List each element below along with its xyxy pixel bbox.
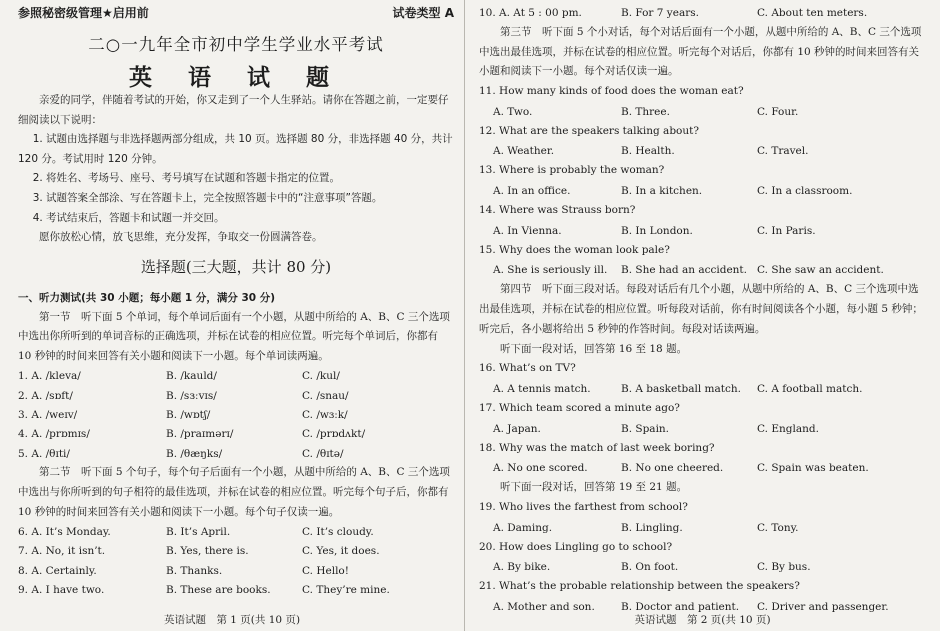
options-13 xyxy=(479,181,926,201)
option-c: C. Four. xyxy=(757,105,799,118)
header-line xyxy=(18,3,454,21)
question-15: 15. Why does the woman look pale? xyxy=(479,243,670,256)
sentence-questions xyxy=(18,522,454,600)
option-b: B. Thanks. xyxy=(166,564,223,577)
question-11: 11. How many kinds of food does the woman eat? xyxy=(479,85,744,98)
confidentiality-label: 参照秘密级管理★启用前 xyxy=(18,5,149,20)
options-11 xyxy=(479,102,926,122)
option-b: B. A basketball match. xyxy=(621,383,741,396)
dialogue-1-intro: 听下面一段对话，回答第 16 至 18 题。 xyxy=(500,342,688,355)
option-b: B. /θæŋks/ xyxy=(166,447,223,460)
question-row-4 xyxy=(18,425,454,444)
option-c: C. Tony. xyxy=(757,521,799,534)
option-c: C. /wɜːk/ xyxy=(302,409,348,421)
question-row-3 xyxy=(18,405,454,424)
question-row-8 xyxy=(18,561,454,580)
option-c: C. It’s cloudy. xyxy=(302,525,374,538)
option-c: C. About ten meters. xyxy=(757,6,868,19)
option-b: B. Yes, there is. xyxy=(166,545,249,558)
option-c: C. In a classroom. xyxy=(757,185,853,198)
question-13: 13. Where is probably the woman? xyxy=(479,164,665,177)
option-c: C. England. xyxy=(757,422,819,435)
option-c: C. Spain was beaten. xyxy=(757,462,869,475)
long-dialogue-2-questions xyxy=(479,498,926,617)
option-b: B. No one cheered. xyxy=(621,462,724,475)
options-14 xyxy=(479,221,926,241)
option-b: B. /kauld/ xyxy=(166,370,217,383)
option-b: B. She had an accident. xyxy=(621,264,747,277)
options-20 xyxy=(479,557,926,577)
section-1-part-4-instructions: 第四节 听下面三段对话。每段对话后有几个小题，从题中所给的 A、B、C 三个选项中选出最佳选项，并标在试卷的相应位置。听每段对话前，你有时间阅读各个小题，每小题 5 秒钟；听完后，各小题将给出 5 秒钟的作答时间。每段对话读两遍。 xyxy=(479,283,923,335)
instruction-3: 3. 试题答案全部涂、写在答题卡上，完全按照答题卡中的“注意事项”答题。 xyxy=(32,191,383,204)
question-18: 18. Why was the match of last week boring? xyxy=(479,441,715,454)
section-1-part-3-instructions: 第三节 听下面 5 个小对话，每个对话后面有一个小题，从题中所给的 A、B、C 三个选项中选出最佳选项，并标在试卷的相应位置。听完每个对话后，你都有 10 秒钟的时间来回答有关小题和阅读下一小题。每个对话仅读一遍。 xyxy=(479,25,922,78)
option-a: A. By bike. xyxy=(493,561,551,574)
option-a: 8. A. Certainly. xyxy=(18,564,97,577)
option-b: B. Health. xyxy=(621,145,675,158)
question-12: 12. What are the speakers talking about? xyxy=(479,124,699,137)
option-a: 5. A. /θɪti/ xyxy=(18,447,70,460)
question-row-7 xyxy=(18,542,454,561)
options-12 xyxy=(479,142,926,162)
option-b: B. /praɪmərɪ/ xyxy=(166,428,234,441)
options-15 xyxy=(479,260,926,280)
option-b: B. /sзːvɪs/ xyxy=(166,389,217,402)
page-2 xyxy=(465,0,940,631)
option-b: B. These are books. xyxy=(166,584,271,597)
option-a: A. Mother and son. xyxy=(493,600,595,613)
option-a: 6. A. It’s Monday. xyxy=(18,525,111,538)
section-1-part-1-instructions: 第一节 听下面 5 个单词，每个单词后面有一个小题，从题中所给的 A、B、C 三个选项中选出你所听到的单词音标的正确选项，并标在试卷的相应位置。听完每个单词后，你都有 10 秒钟的时间来回答有关小题和阅读下一小题。每个单词读两遍。 xyxy=(18,310,450,362)
instruction-4: 4. 考试结束后，答题卡和试题一并交回。 xyxy=(32,211,225,224)
option-a: A. In an office. xyxy=(493,185,571,198)
question-17: 17. Which team scored a minute ago? xyxy=(479,401,680,414)
section-1-title: 一、听力测试(共 30 小题；每小题 1 分，满分 30 分) xyxy=(18,291,276,304)
question-row-1 xyxy=(18,367,454,386)
question-14: 14. Where was Strauss born? xyxy=(479,203,636,216)
option-b: B. In London. xyxy=(621,224,693,237)
option-a: A. No one scored. xyxy=(493,462,588,475)
option-b: B. For 7 years. xyxy=(621,6,699,19)
option-a: A. She is seriously ill. xyxy=(493,264,608,277)
option-c: C. Yes, it does. xyxy=(302,545,380,558)
options-17 xyxy=(479,419,926,439)
part-title: 选择题(三大题，共计 80 分) xyxy=(140,257,332,276)
question-16: 16. What’s on TV? xyxy=(479,362,576,375)
option-c: C. They’re mine. xyxy=(302,584,390,597)
instruction-1-cont: 120 分。考试用时 120 分钟。 xyxy=(18,152,163,165)
option-a: 7. A. No, it isn’t. xyxy=(18,545,106,558)
closing-text: 愿你放松心情，放飞思维，充分发挥，争取交一份圆满答卷。 xyxy=(39,231,323,244)
question-row-9 xyxy=(18,580,454,599)
phonetics-questions xyxy=(18,367,454,464)
paper-type-label: 试卷类型 A xyxy=(392,5,454,20)
option-c: C. A football match. xyxy=(757,383,863,396)
options-16 xyxy=(479,379,926,399)
long-dialogue-1-questions xyxy=(479,359,926,478)
instruction-1: 1. 试题由选择题与非选择题两部分组成，共 10 页。选择题 80 分，非选择题 40 分，共计 xyxy=(32,133,453,146)
page-footer: 英语试题 第 1 页(共 10 页) xyxy=(163,614,301,626)
question-20: 20. How does Lingling go to school? xyxy=(479,540,673,553)
option-c: C. By bus. xyxy=(757,561,811,574)
option-c: C. Hello! xyxy=(302,564,349,577)
question-row-6 xyxy=(18,522,454,541)
question-19: 19. Who lives the farthest from school? xyxy=(479,500,688,513)
dialogue-2-intro: 听下面一段对话，回答第 19 至 21 题。 xyxy=(500,481,688,494)
page-1 xyxy=(0,0,465,631)
option-c: C. /snau/ xyxy=(302,389,349,402)
option-c: C. She saw an accident. xyxy=(757,264,884,277)
option-c: C. Travel. xyxy=(757,145,809,158)
option-c: C. Driver and passenger. xyxy=(757,600,889,613)
option-a: 1. A. /kleva/ xyxy=(18,370,81,383)
option-b: B. In a kitchen. xyxy=(621,185,703,198)
option-a: A. Two. xyxy=(493,105,533,118)
option-b: B. Doctor and patient. xyxy=(621,600,740,613)
option-b: B. Three. xyxy=(621,105,670,118)
option-a: A. In Vienna. xyxy=(493,224,562,237)
question-row-2 xyxy=(18,386,454,405)
page-footer: 英语试题 第 2 页(共 10 页) xyxy=(634,614,771,626)
option-b: B. Lingling. xyxy=(621,521,683,534)
section-1-part-2-instructions: 第二节 听下面 5 个句子，每个句子后面有一个小题，从题中所给的 A、B、C 三个选项中选出与你所听到的句子相符的最佳选项，并标在试卷的相应位置。听完每个句子后，你都有 10 秒钟的时间来回答有关小题和阅读下一小题。每个句子仅读一遍。 xyxy=(18,466,450,518)
instruction-2: 2. 将姓名、考场号、座号、考号填写在试题和答题卡指定的位置。 xyxy=(32,172,341,185)
option-a: 9. A. I have two. xyxy=(18,584,105,597)
option-a: 10. A. At 5 : 00 pm. xyxy=(479,6,582,19)
option-a: 4. A. /prɒmɪs/ xyxy=(18,428,90,441)
option-a: A. Japan. xyxy=(493,422,541,435)
subject-title: 英 语 试 题 xyxy=(128,65,344,91)
option-b: B. It’s April. xyxy=(166,525,231,538)
exam-title: 二○一九年全市初中学生学业水平考试 xyxy=(88,35,384,54)
option-b: B. /wɒtʃ/ xyxy=(166,409,211,421)
option-c: C. /kul/ xyxy=(302,370,340,383)
option-a: A. Daming. xyxy=(493,521,553,534)
option-b: B. On foot. xyxy=(621,561,679,574)
option-c: C. In Paris. xyxy=(757,224,816,237)
option-a: 3. A. /weɪv/ xyxy=(18,409,78,421)
question-21: 21. What’s the probable relationship between the speakers? xyxy=(479,580,800,593)
option-a: A. A tennis match. xyxy=(493,383,591,396)
dialogue-questions xyxy=(479,82,926,280)
option-a: 2. A. /sɒft/ xyxy=(18,389,73,402)
options-18 xyxy=(479,458,926,478)
option-b: B. Spain. xyxy=(621,422,670,435)
options-19 xyxy=(479,518,926,538)
option-a: A. Weather. xyxy=(493,145,555,158)
question-row-10 xyxy=(479,3,926,23)
intro-text: 亲爱的同学，伴随着考试的开始，你又走到了一个人生驿站。请你在答题之前，一定要仔细阅读以下说明： xyxy=(18,94,449,126)
question-row-5 xyxy=(18,444,454,463)
option-c: C. /θɪtə/ xyxy=(302,447,344,460)
option-c: C. /prɒdʌkt/ xyxy=(302,428,366,441)
